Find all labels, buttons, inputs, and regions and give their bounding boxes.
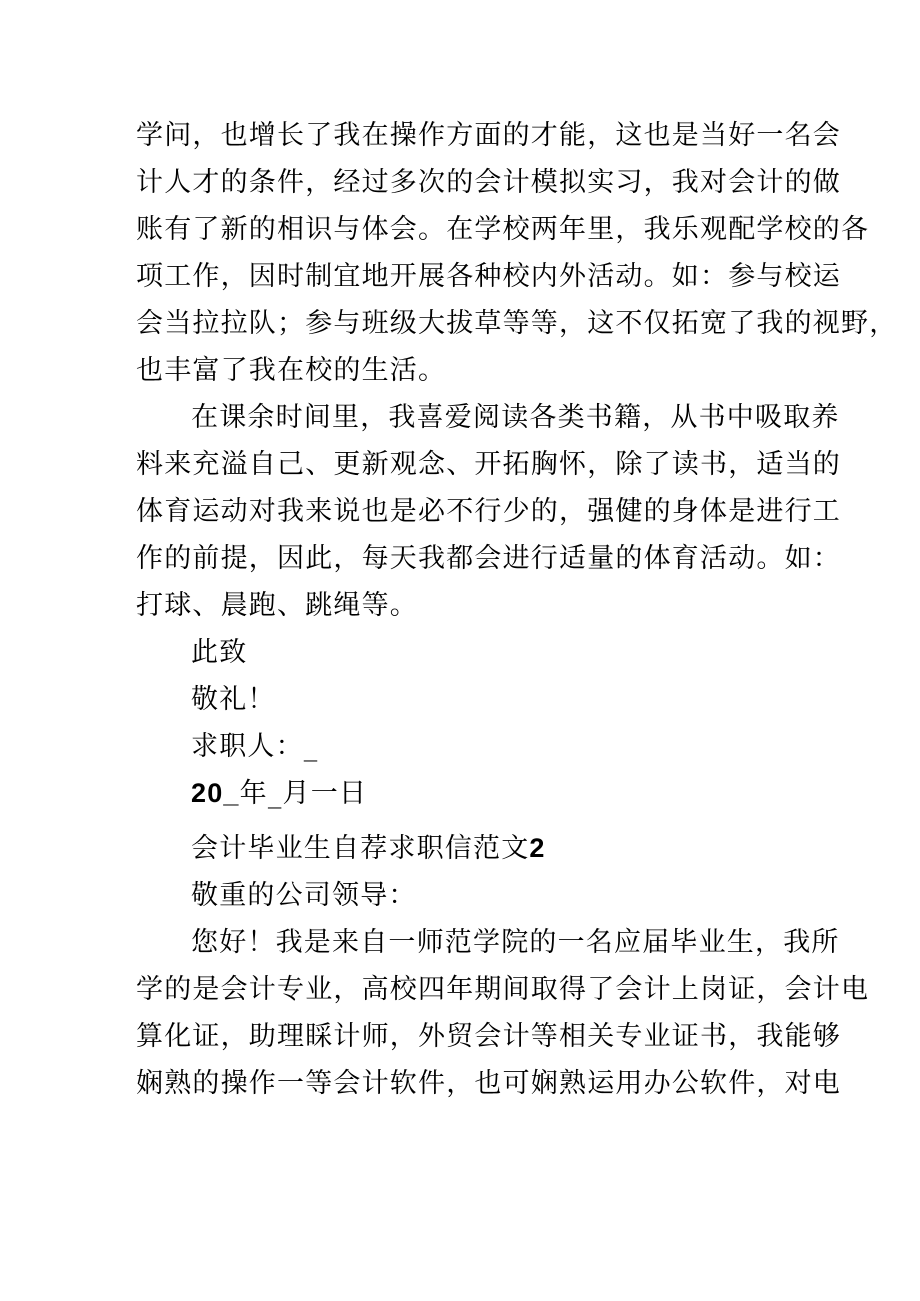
letter-closing bbox=[136, 629, 796, 817]
text-line: 体育运动对我来说也是必不行少的，强健的身体是进行工 bbox=[136, 496, 841, 527]
text-line: 在课余时间里，我喜爱阅读各类书籍，从书中吸取养 bbox=[191, 402, 840, 433]
text-line: 料来充溢自己、更新观念、开拓胸怀，除了读书，适当的 bbox=[136, 449, 841, 480]
text-line: 学的是会计专业，高校四年期间取得了会计上岗证，会计电 bbox=[136, 974, 870, 1005]
paragraph-campus-activities bbox=[136, 112, 898, 394]
date-year: 20_ bbox=[191, 778, 240, 808]
salutation: 敬重的公司领导： bbox=[191, 880, 417, 911]
section-title-text: 会计毕业生自荐求职信范文 bbox=[191, 833, 530, 864]
text-line: 也丰富了我在校的生活。 bbox=[136, 355, 447, 386]
document-page bbox=[136, 112, 898, 1107]
text-line: 会当拉拉队；参与班级大拔草等等，这不仅拓宽了我的视野， bbox=[136, 308, 898, 339]
spacer bbox=[136, 817, 796, 825]
date-rest: 年_月一日 bbox=[239, 778, 368, 809]
text-line: 学问，也增长了我在操作方面的才能，这也是当好一名会 bbox=[136, 120, 841, 151]
text-line: 项工作，因时制宜地开展各种校内外活动。如：参与校运 bbox=[136, 261, 841, 292]
date-line bbox=[136, 770, 796, 817]
section-sample-letter-2 bbox=[136, 825, 870, 1107]
text-line: 算化证，助理睬计师，外贸会计等相关专业证书，我能够 bbox=[136, 1021, 841, 1052]
signature-line: 求职人：_ bbox=[191, 731, 319, 762]
text-line: 作的前提，因此，每天我都会进行适量的体育活动。如： bbox=[136, 543, 841, 574]
text-line: 账有了新的相识与体会。在学校两年里，我乐观配学校的各 bbox=[136, 214, 870, 245]
text-line: 您好！我是来自一师范学院的一名应届毕业生，我所 bbox=[191, 927, 840, 958]
text-line: 计人才的条件，经过多次的会计模拟实习，我对会计的做 bbox=[136, 167, 841, 198]
text-line: 娴熟的操作一等会计软件，也可娴熟运用办公软件，对电 bbox=[136, 1068, 841, 1099]
closing-line: 此致 bbox=[191, 637, 248, 668]
paragraph-spare-time bbox=[136, 394, 841, 629]
closing-regards: 敬礼！ bbox=[191, 684, 276, 715]
text-line: 打球、晨跑、跳绳等。 bbox=[136, 590, 418, 621]
section-title-number: 2 bbox=[529, 833, 546, 863]
section-title bbox=[136, 825, 796, 872]
